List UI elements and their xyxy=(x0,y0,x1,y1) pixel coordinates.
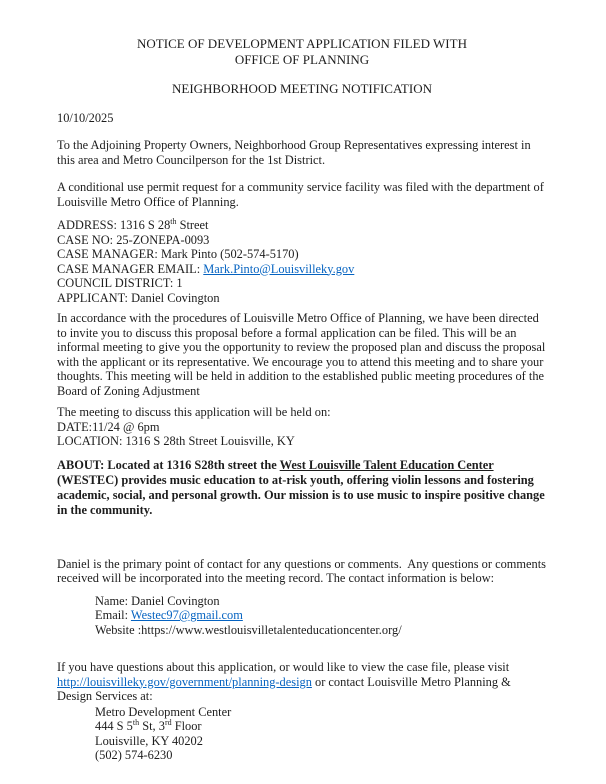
office-street-p1: 444 S 5 xyxy=(95,719,133,733)
office-name-line: Metro Development Center xyxy=(95,704,232,719)
closing-paragraph xyxy=(57,660,547,704)
contact-info-block xyxy=(95,594,547,638)
document-subtitle: NEIGHBORHOOD MEETING NOTIFICATION xyxy=(172,81,432,96)
case-number-line: CASE NO: 25-ZONEPA-0093 xyxy=(57,232,210,247)
intro-paragraph: A conditional use permit request for a community service facility was filed with the department of Louisville Metro Office of Planning. xyxy=(57,180,544,209)
case-manager-email-label: CASE MANAGER EMAIL: xyxy=(57,261,204,276)
meeting-details-block xyxy=(57,405,547,449)
letter-date: 10/10/2025 xyxy=(57,110,114,125)
about-prefix: ABOUT: Located at 1316 S28th street the xyxy=(57,457,280,472)
office-street-p3: Floor xyxy=(171,719,202,733)
office-city-line: Louisville, KY 40202 xyxy=(95,733,203,748)
contact-website-line: Website :https://www.westlouisvilletalenteducationcenter.org/ xyxy=(95,622,402,637)
case-address-suffix: Street xyxy=(176,218,209,232)
meeting-date-line: DATE:11/24 @ 6pm xyxy=(57,419,160,434)
document-title-line1: NOTICE OF DEVELOPMENT APPLICATION FILED WITH xyxy=(137,36,467,51)
case-address-ordinal: th xyxy=(170,216,177,226)
document-title xyxy=(57,36,547,67)
applicant-line: APPLICANT: Daniel Covington xyxy=(57,290,220,305)
planning-design-link[interactable]: http://louisvilleky.gov/government/planning-design xyxy=(57,674,312,689)
case-details-block xyxy=(57,218,547,305)
contact-email-line xyxy=(95,608,547,623)
document-title-line2: OFFICE OF PLANNING xyxy=(234,51,370,67)
office-phone-line: (502) 574-6230 xyxy=(95,748,173,762)
contact-email-link[interactable]: Westec97@gmail.com xyxy=(130,608,243,622)
office-street-sup2: rd xyxy=(164,717,172,727)
meeting-intro-line: The meeting to discuss this application will be held on: xyxy=(57,405,331,419)
case-manager-line: CASE MANAGER: Mark Pinto (502-574-5170) xyxy=(57,247,299,261)
closing-text-after-link: or contact Louisville Metro Planning & Design Services at: xyxy=(57,674,511,703)
office-street-line xyxy=(95,719,547,734)
council-district-line: COUNCIL DISTRICT: 1 xyxy=(57,276,183,290)
closing-text-before-link: If you have questions about this application, or would like to view the case file, please visit xyxy=(57,660,510,674)
about-suffix: (WESTEC) provides music education to at-risk youth, offering violin lessons and fostering academic, social, and personal growth. Our mission is to use music to inspire positive change in the community. xyxy=(57,472,545,517)
procedure-paragraph: In accordance with the procedures of Louisville Metro Office of Planning, we have been directed to invite you to discuss this proposal before a formal application can be filed. This will be an informal meeting to give you the opportunity to review the proposed plan and discuss the proposal with the applicant or its representative. We encourage you to attend this meeting and to share your thoughts. This meeting will be held in addition to the established public meeting procedures of the Board of Zoning Adjustment xyxy=(57,311,546,398)
about-paragraph xyxy=(57,458,547,518)
office-address-block xyxy=(95,705,547,763)
office-street-p2: St, 3 xyxy=(139,719,165,733)
case-address-line xyxy=(57,218,547,233)
contact-email-label: Email: xyxy=(95,608,131,622)
meeting-location-line: LOCATION: 1316 S 28th Street Louisville, KY xyxy=(57,434,295,448)
case-manager-email-link[interactable]: Mark.Pinto@Louisvilleky.gov xyxy=(203,261,355,276)
contact-name-line: Name: Daniel Covington xyxy=(95,593,220,608)
case-manager-email-line xyxy=(57,262,547,277)
contact-intro-paragraph: Daniel is the primary point of contact for any questions or comments. Any questions or comments received will be incorporated into the meeting record. The contact information is below: xyxy=(57,556,550,585)
case-address-prefix: ADDRESS: 1316 S 28 xyxy=(57,218,171,232)
organization-name: West Louisville Talent Education Center xyxy=(279,457,494,472)
salutation-paragraph: To the Adjoining Property Owners, Neighborhood Group Representatives expressing interest in this area and Metro Councilperson for the 1st District. xyxy=(57,138,531,167)
office-street-sup1: th xyxy=(132,717,140,727)
